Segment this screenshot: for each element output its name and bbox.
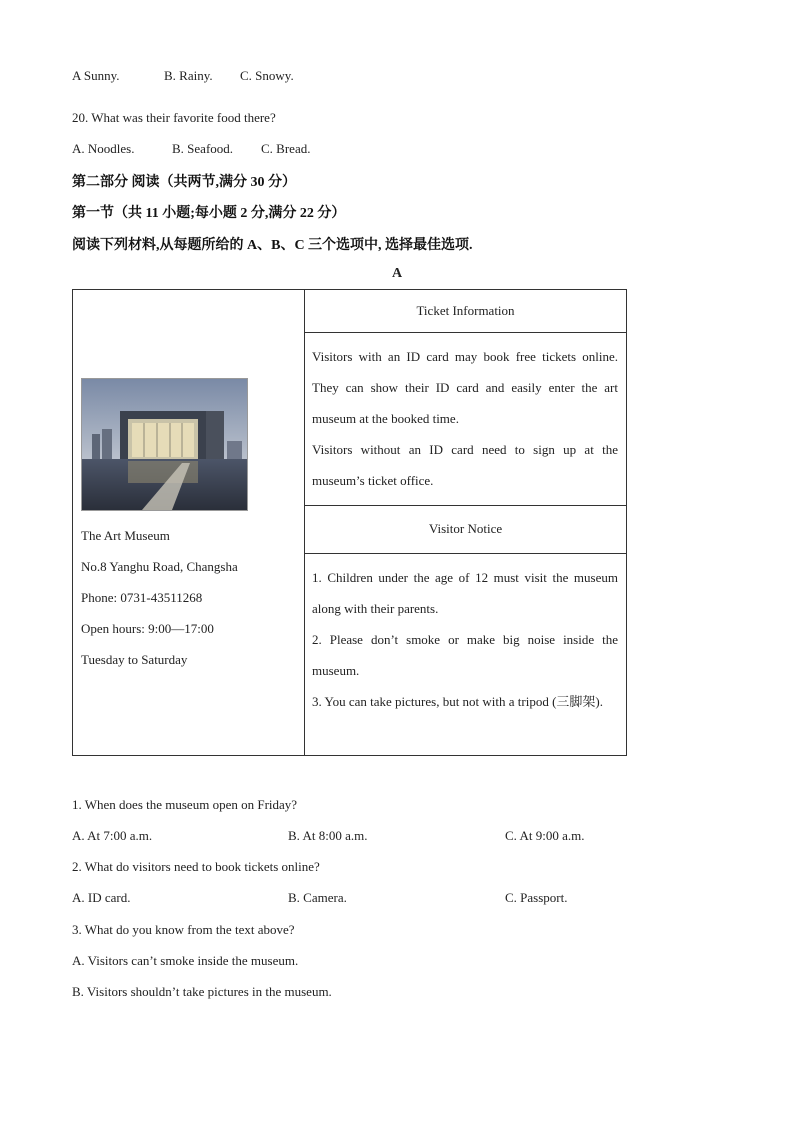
q1-option-c: C. At 9:00 a.m. [505,828,585,843]
notice-item-3: 3. You can take pictures, but not with a tripod (三脚架). [312,694,604,709]
museum-phone: Phone: 0731-43511268 [81,590,203,605]
q3-option-b: B. Visitors shouldn’t take pictures in the museum. [72,984,332,999]
question-1: 1. When does the museum open on Friday? [72,797,298,812]
q3-option-a: A. Visitors can’t smoke inside the museum. [72,953,299,968]
visitor-notice-body [312,562,618,717]
ticket-info-header: Ticket Information [416,303,515,318]
museum-hours: Open hours: 9:00—17:00 [81,621,214,636]
q20-question: 20. What was their favorite food there? [72,110,276,125]
instruction: 阅读下列材料,从每题所给的 A、B、C 三个选项中, 选择最佳选项. [72,238,473,253]
ticket-info-text-1: Visitors with an ID card may book free tickets online. They can show their ID card and easily enter the art museum at the booked time. [312,349,618,426]
ticket-info-text-2: Visitors without an ID card need to sign up at the museum’s ticket office. [312,442,618,488]
museum-details [81,520,238,675]
table-row-divider [304,332,626,333]
q1-option-b: B. At 8:00 a.m. [288,828,368,843]
q2-option-c: C. Passport. [505,890,568,905]
q19-option-a: A Sunny. [72,68,120,83]
museum-days: Tuesday to Saturday [81,652,188,667]
question-2: 2. What do visitors need to book tickets online? [72,859,320,874]
ticket-info-body [312,341,618,496]
q19-option-b: B. Rainy. [164,68,213,83]
q19-options [72,68,294,84]
table-row-divider [304,553,626,554]
museum-name: The Art Museum [81,528,170,543]
q20-options [72,141,310,157]
q20-option-c: C. Bread. [261,141,311,156]
q20-option-b: B. Seafood. [172,141,234,156]
museum-info-table [72,289,627,756]
q2-option-b: B. Camera. [288,890,347,905]
visitor-notice-header: Visitor Notice [428,521,503,536]
table-row-divider [304,505,626,506]
q20-option-a: A. Noodles. [72,141,135,156]
question-3: 3. What do you know from the text above? [72,922,295,937]
section-subtitle: 第一节（共 11 小题;每小题 2 分,满分 22 分） [72,206,346,221]
museum-photo [81,378,248,511]
museum-address: No.8 Yanghu Road, Changsha [81,559,238,574]
notice-item-2: 2. Please don’t smoke or make big noise inside the museum. [312,632,618,678]
notice-item-1: 1. Children under the age of 12 must visit the museum along with their parents. [312,570,618,616]
q1-option-a: A. At 7:00 a.m. [72,828,153,843]
q2-option-a: A. ID card. [72,890,131,905]
part-title: 第二部分 阅读（共两节,满分 30 分） [72,175,296,190]
passage-label: A [391,266,403,281]
q19-option-c: C. Snowy. [240,68,294,83]
